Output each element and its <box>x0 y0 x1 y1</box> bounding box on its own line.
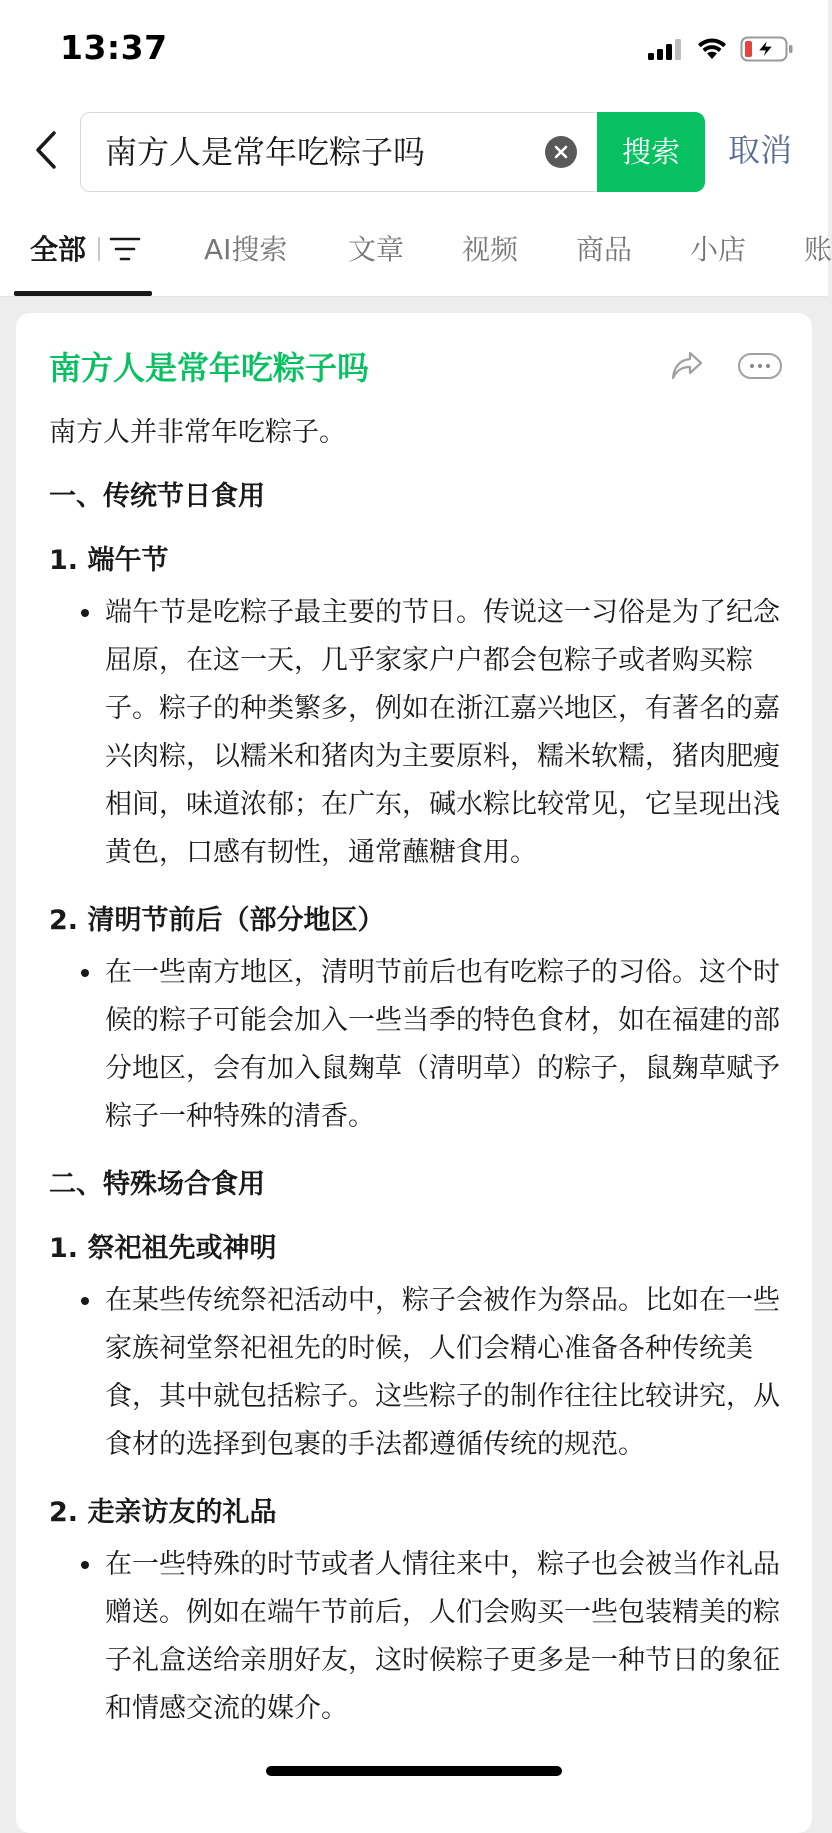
bullet-dot <box>81 1297 89 1305</box>
tab-divider <box>98 237 100 261</box>
tab-all[interactable]: 全部 <box>30 233 87 266</box>
section-heading: 一、传统节日食用 <box>49 481 265 512</box>
ai-answer-card <box>16 313 812 1833</box>
bullet-text: 在一些南方地区，清明节前后也有吃粽子的习俗。这个时候的粽子可能会加入一些当季的特色食材，如在福建的部分地区，会有加入鼠麹草（清明草）的粽子，鼠麹草赋予粽子一种特殊的清香。 <box>105 957 780 1132</box>
filter-icon[interactable] <box>110 236 140 262</box>
tab-videos[interactable]: 视频 <box>462 233 519 266</box>
bullet-text: 在某些传统祭祀活动中，粽子会被作为祭品。比如在一些家族祠堂祭祀祖先的时候，人们会精心准备各种传统美食，其中就包括粽子。这些粽子的制作往往比较讲究，从食材的选择到包裹的手法都遵循传统的规范。 <box>105 1285 780 1460</box>
tab-products[interactable]: 商品 <box>576 233 633 266</box>
wifi-icon <box>696 37 728 61</box>
section-heading: 二、特殊场合食用 <box>49 1169 265 1200</box>
search-tabs <box>0 200 832 297</box>
signal-icon <box>648 38 684 60</box>
active-tab-indicator <box>14 291 152 296</box>
bullet-item <box>49 1277 784 1469</box>
status-time: 13:37 <box>60 28 168 67</box>
back-button[interactable] <box>28 128 64 172</box>
tab-articles[interactable]: 文章 <box>348 233 405 266</box>
bullet-dot <box>81 1561 89 1569</box>
item-heading: 1. 祭祀祖先或神明 <box>49 1233 277 1264</box>
bullet-dot <box>81 609 89 617</box>
item-heading: 2. 清明节前后（部分地区） <box>49 905 385 936</box>
item-heading: 1. 端午节 <box>49 545 169 576</box>
item-heading: 2. 走亲访友的礼品 <box>49 1497 277 1528</box>
status-bar <box>0 0 828 100</box>
search-button[interactable]: 搜索 <box>597 112 705 192</box>
battery-charging-icon <box>740 36 794 62</box>
cancel-button[interactable]: 取消 <box>728 131 793 169</box>
tab-shops[interactable]: 小店 <box>690 233 747 266</box>
search-input[interactable] <box>80 112 704 192</box>
bullet-item <box>49 589 784 877</box>
close-icon <box>554 145 568 159</box>
bullet-dot <box>81 969 89 977</box>
more-options-icon[interactable] <box>738 353 782 379</box>
chevron-left-icon <box>34 130 58 170</box>
clear-search-button[interactable] <box>545 136 577 168</box>
tab-ai-search[interactable]: AI搜索 <box>204 233 288 266</box>
home-indicator[interactable] <box>266 1766 562 1776</box>
card-title[interactable]: 南方人是常年吃粽子吗 <box>49 349 370 387</box>
search-header <box>0 100 828 200</box>
bullet-text: 端午节是吃粽子最主要的节日。传说这一习俗是为了纪念屈原，在这一天，几乎家家户户都会包粽子或者购买粽子。粽子的种类繁多，例如在浙江嘉兴地区，有著名的嘉兴肉粽，以糯米和猪肉为主要原料，糯米软糯，猪肉肥瘦相间，味道浓郁；在广东，碱水粽比较常见，它呈现出浅黄色，口感有韧性，通常蘸糖食用。 <box>105 597 780 868</box>
bullet-text: 在一些特殊的时节或者人情往来中，粽子也会被当作礼品赠送。例如在端午节前后，人们会购买一些包装精美的粽子礼盒送给亲朋好友，这时候粽子更多是一种节日的象征和情感交流的媒介。 <box>105 1549 780 1724</box>
bullet-item <box>49 1541 784 1733</box>
search-query-text[interactable]: 南方人是常年吃粽子吗 <box>105 133 426 171</box>
answer-content <box>49 413 789 1757</box>
answer-intro: 南方人并非常年吃粽子。 <box>49 417 346 448</box>
share-icon[interactable] <box>670 349 704 383</box>
bullet-item <box>49 949 784 1141</box>
tab-accounts[interactable]: 账 <box>804 233 832 266</box>
status-icons <box>648 34 794 64</box>
